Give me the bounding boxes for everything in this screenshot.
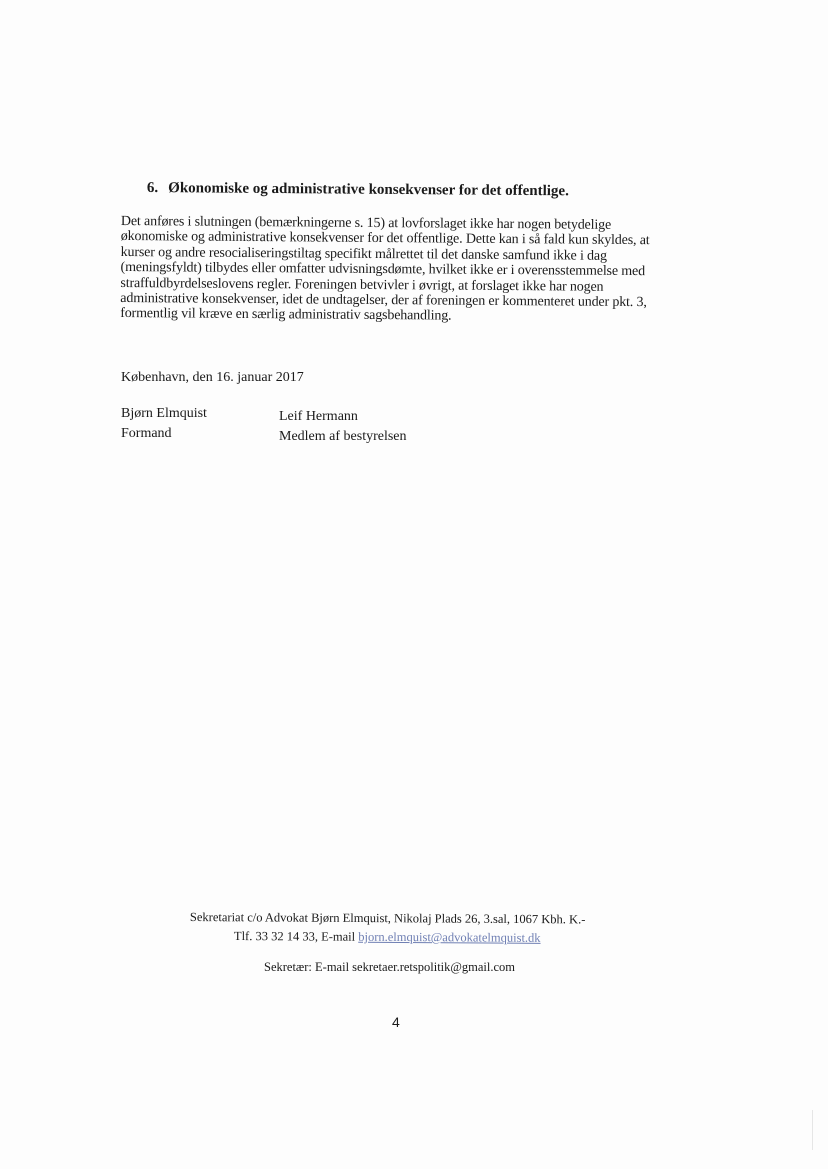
page-number: 4: [392, 1014, 400, 1030]
signatory-title: Formand: [121, 426, 172, 441]
section-title: Økonomiske og administrative konsekvenser for det offentlige.: [168, 180, 569, 200]
place-date: København, den 16. januar 2017: [121, 370, 304, 385]
signatory-name: Leif Hermann: [279, 409, 358, 424]
body-line: straffuldbyrdelseslovens regler. Foreningen betvivler i øvrigt, at forslaget ikke har nogen: [120, 275, 604, 295]
footer-address: Sekretariat c/o Advokat Bjørn Elmquist, Nikolaj Plads 26, 3.sal, 1067 Kbh. K.-: [189, 910, 586, 927]
body-line: kurser og andre resocialiseringstiltag specifikt målrettet til det danske samfund ikke i dag: [120, 244, 607, 264]
footer-phone: Tlf. 33 32 14 33, E-mail: [233, 929, 359, 944]
section-heading: [147, 180, 569, 200]
body-paragraph: [120, 214, 695, 326]
body-line: (meningsfyldt) tilbydes eller omfatter udvisningsdømte, hvilket ikke er i overensstemmelse med: [120, 260, 646, 280]
section-number: 6.: [146, 180, 159, 197]
footer-secretary: Sekretær: E-mail sekretaer.retspolitik@gmail.com: [264, 960, 516, 974]
signatory-title: Medlem af bestyrelsen: [279, 429, 407, 444]
body-line: formentlig vil kræve en særlig administrativ sagsbehandling.: [120, 306, 452, 325]
body-line: Det anføres i slutningen (bemærkningerne s. 15) at lovforslaget ikke har nogen betydelige: [120, 214, 612, 233]
footer-contact: [234, 929, 541, 946]
scan-edge-mark: [812, 1110, 813, 1150]
body-line: økonomiske og administrative konsekvenser for det offentlige. Dette kan i så fald kun skyldes, at: [120, 229, 650, 249]
body-line: administrative konsekvenser, idet de undtagelser, der af foreningen er kommenteret under pkt. 3,: [120, 291, 647, 311]
footer-email-link[interactable]: bjorn.elmquist@advokatelmquist.dk: [358, 929, 541, 945]
signatory-name: Bjørn Elmquist: [121, 406, 207, 421]
